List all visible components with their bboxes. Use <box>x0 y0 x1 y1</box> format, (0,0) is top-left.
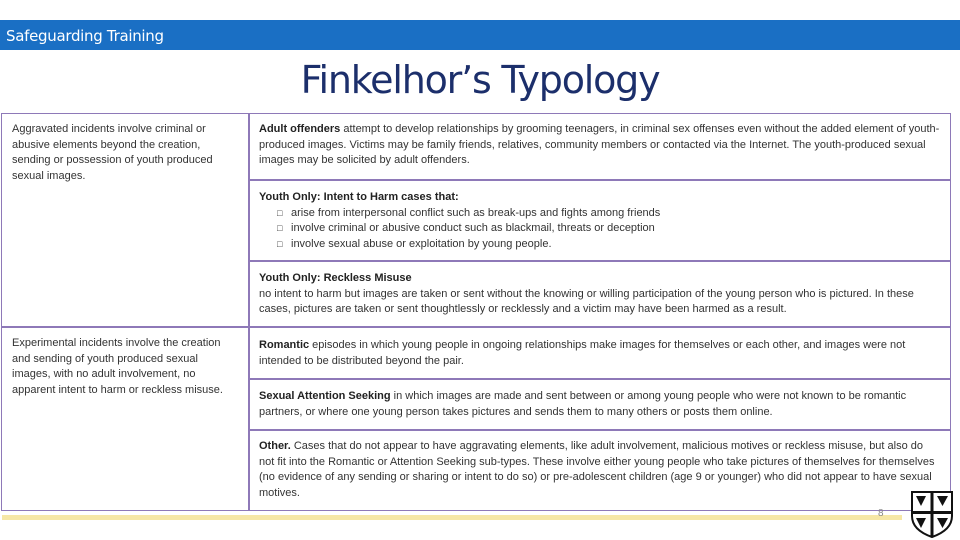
romantic-text: episodes in which young people in ongoing relationships make images for themselves or each other, and images were not intended to be distributed beyond the pair. <box>259 339 906 367</box>
romantic-cell <box>249 334 949 369</box>
typology-table <box>1 113 951 511</box>
reckless-misuse-text: no intent to harm but images are taken or sent without the knowing or willing participation of the young person who is pictured. In these cases, pictures are taken or sent thoughtlessly or recklessly and a victim may have been harmed as a result. <box>259 287 914 315</box>
row-divider <box>248 378 950 380</box>
list-item: □ arise from interpersonal conflict such as break-ups and fights among friends <box>259 206 941 222</box>
school-crest-icon <box>906 490 958 540</box>
reckless-misuse-cell <box>249 267 949 318</box>
header-label: Safeguarding Training <box>6 27 164 45</box>
row-divider <box>248 429 950 431</box>
row-divider <box>248 260 950 262</box>
page-number: 8 <box>878 508 884 519</box>
slide-title: Finkelhor’s Typology <box>300 58 660 102</box>
list-item: □ involve sexual abuse or exploitation by young people. <box>259 237 941 253</box>
other-cell <box>249 435 949 501</box>
romantic-heading: Romantic <box>259 339 310 351</box>
left-row-divider <box>2 326 248 328</box>
checkbox-bullet-icon: □ <box>277 223 283 233</box>
aggravated-text: Aggravated incidents involve criminal or abusive elements beyond the creation, sending or possession of youth produced sexual images. <box>12 123 213 182</box>
intent-to-harm-list <box>259 206 941 253</box>
attention-seeking-text: in which images are made and sent between or among young people who were not known to be romantic partners, or where one young person takes pictures and sends them to many others or posts them online. <box>259 390 907 418</box>
experimental-text: Experimental incidents involve the creation and sending of youth produced sexual images, with no adult involvement, no apparent intent to harm or reckless misuse. <box>12 337 223 396</box>
footer-line <box>2 515 902 520</box>
list-item: □ involve criminal or abusive conduct such as blackmail, threats or deception <box>259 221 941 237</box>
checkbox-bullet-icon: □ <box>277 238 283 249</box>
other-text: Cases that do not appear to have aggravating elements, like adult involvement, malicious motives or reckless misuse, but also do not fit into the Romantic or Attention Seeking sub-types. These involve either young people who take pictures of themselves for themselves (no evidence of any sending or sharing or intent to do so) or pre-adolescent children (age 9 or younger) who did not appear to have sexual motives. <box>259 440 935 499</box>
attention-seeking-heading: Sexual Attention Seeking <box>259 390 391 402</box>
row-divider <box>248 179 950 181</box>
reckless-misuse-heading: Youth Only: Reckless Misuse <box>259 272 412 284</box>
header-bar <box>0 20 960 50</box>
intent-to-harm-cell <box>249 186 949 252</box>
other-heading: Other. <box>259 440 291 452</box>
row-divider <box>248 326 950 328</box>
aggravated-cell <box>2 118 248 184</box>
intent-to-harm-heading: Youth Only: Intent to Harm cases that: <box>259 191 459 203</box>
attention-seeking-cell <box>249 385 949 420</box>
adult-offenders-heading: Adult offenders <box>259 123 341 135</box>
experimental-cell <box>2 332 242 398</box>
adult-offenders-cell <box>249 118 949 169</box>
adult-offenders-text: attempt to develop relationships by grooming teenagers, in criminal sex offenses even without the added element of youth-produced images. Victims may be family friends, relatives, community members or contacted via the Internet. The youth-produced sexual images may be solicited by adult offenders. <box>259 123 940 166</box>
checkbox-bullet-icon: □ <box>277 207 283 218</box>
